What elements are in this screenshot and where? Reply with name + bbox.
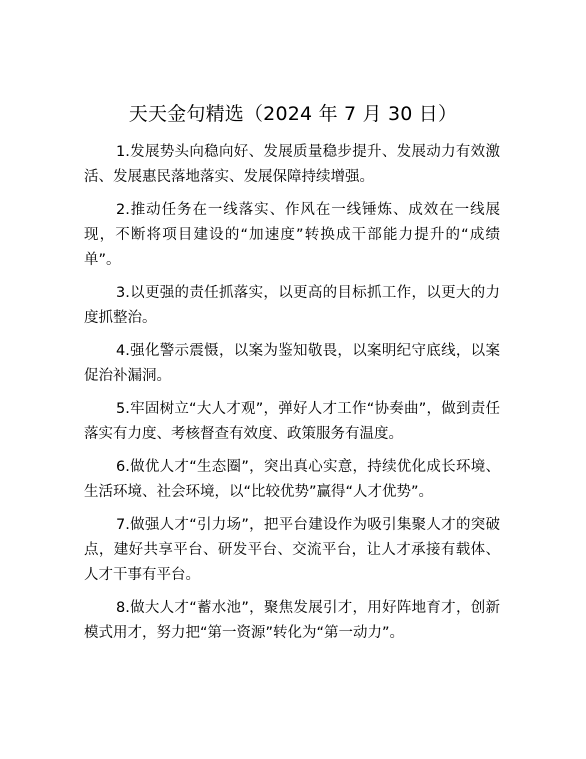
paragraph-3: 3.以更强的责任抓落实，以更高的目标抓工作，以更大的力度抓整治。 — [84, 285, 500, 326]
paragraph-1: 1.发展势头向稳向好、发展质量稳步提升、发展动力有效激活、发展惠民落地落实、发展保障持续增强。 — [84, 144, 500, 185]
paragraph-5: 5.牢固树立“大人才观”，弹好人才工作“协奏曲”，做到责任落实有力度、考核督查有效度、政策服务有温度。 — [84, 401, 500, 442]
paragraph-4: 4.强化警示震慑，以案为鉴知敬畏，以案明纪守底线，以案促治补漏洞。 — [84, 343, 500, 384]
document-title: 天天金句精选（2024 年 7 月 30 日） — [128, 103, 458, 125]
paragraph-7: 7.做强人才“引力场”，把平台建设作为吸引集聚人才的突破点，建好共享平台、研发平台、交流平台，让人才承接有载体、人才干事有平台。 — [84, 517, 500, 583]
paragraph-2: 2.推动任务在一线落实、作风在一线锤炼、成效在一线展现，不断将项目建设的“加速度”转换成干部能力提升的“成绩单”。 — [84, 202, 500, 268]
paragraph-6: 6.做优人才“生态圈”，突出真心实意，持续优化成长环境、生活环境、社会环境，以“比较优势”赢得“人才优势”。 — [84, 459, 500, 500]
paragraph-8: 8.做大人才“蓄水池”，聚焦发展引才，用好阵地育才，创新模式用才，努力把“第一资源”转化为“第一动力”。 — [84, 600, 500, 641]
document-body — [84, 140, 500, 654]
